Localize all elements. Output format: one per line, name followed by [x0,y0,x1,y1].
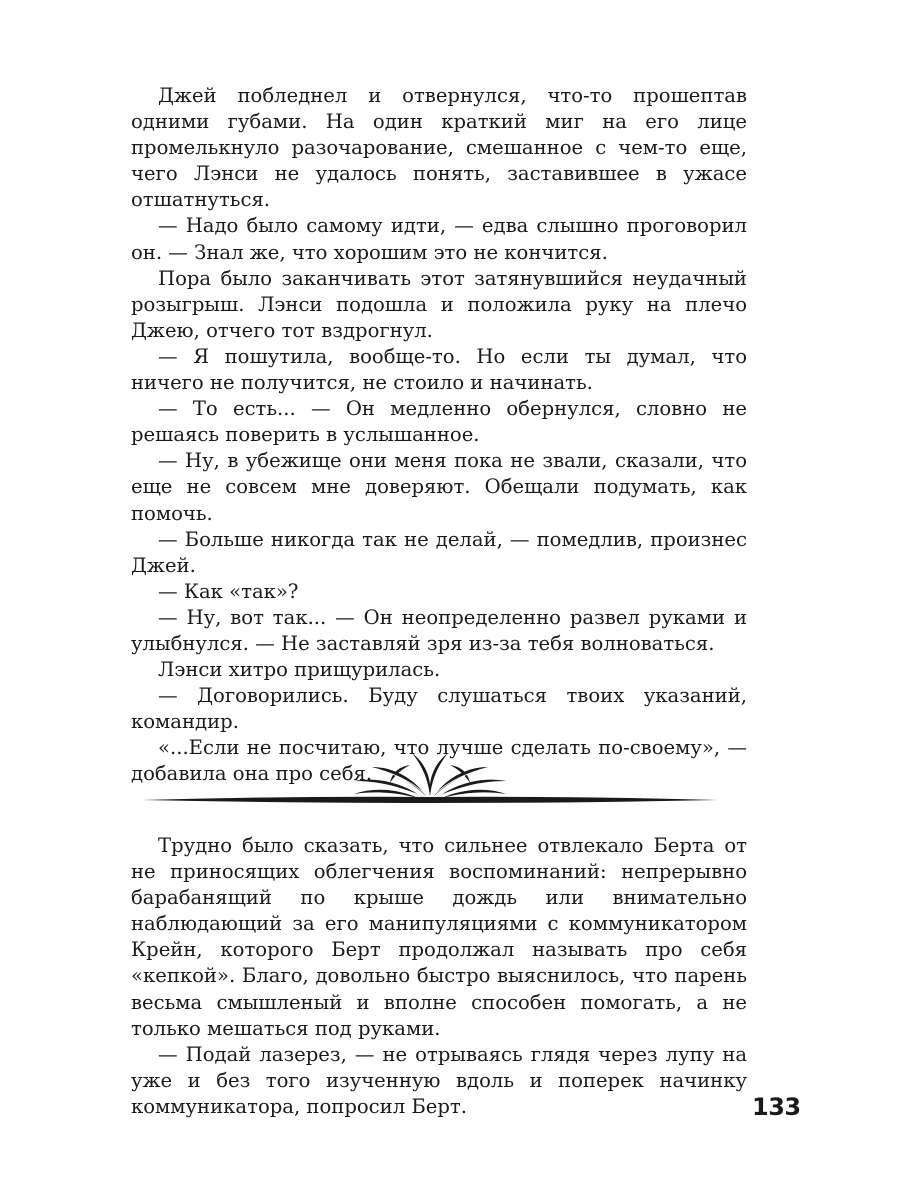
paragraph: — Договорились. Буду слушаться твоих указаний, командир. [131,684,747,734]
paragraph: — Я пошутила, вообще-то. Но если ты думал, что ничего не получится, не стоило и начинать. [131,344,747,395]
paragraph: — Ну, вот так... — Он неопределенно развел руками и улыбнулся. — Не заставляй зря из-за тебя волноваться. [131,605,747,655]
paragraph: «...Если не посчитаю, что лучше сделать по-своему», — добавила она про себя. [131,736,747,786]
section-2-text [131,833,747,1120]
section-divider-leaves-icon [140,745,720,815]
paragraph: — Подай лазерез, — не отрываясь глядя через лупу на уже и без того изученную вдоль и поперек начинку коммуникатора, попросил Берт. [131,1042,747,1118]
paragraph: Трудно было сказать, что сильнее отвлекало Берта от не приносящих облегчения воспоминаний: непрерывно барабанящий по крыше дождь или внимательно наблюдающий за его манипуляциями с коммуникатором Крейн, которого Берт продолжал называть про себя «кепкой». Благо, довольно быстро выяснилось, что парень весьма смышленый и вполне способен помогать, а не только мешаться под руками. [131,834,747,1040]
paragraph: Джей побледнел и отвернулся, что-то прошептав одними губами. На один краткий миг на его лице промелькнуло разочарование, смешанное с чем-то еще, чего Лэнси не удалось понять, заставившее в ужасе отшатнуться. [131,84,747,212]
paragraph: Лэнси хитро прищурилась. [158,658,441,682]
paragraph: — Как «так»? [158,579,299,603]
paragraph: Пора было заканчивать этот затянувшийся неудачный розыгрыш. Лэнси подошла и положила руку на плечо Джею, отчего тот вздрогнул. [131,266,747,342]
page-number: 133 [752,1093,801,1121]
paragraph: — Надо было самому идти, — едва слышно проговорил он. — Знал же, что хорошим это не кончится. [131,214,747,264]
paragraph: — Больше никогда так не делай, — помедлив, произнес Джей. [131,527,747,577]
section-1-text [131,83,747,788]
paragraph: — То есть... — Он медленно обернулся, словно не решаясь поверить в услышанное. [131,397,747,447]
paragraph: — Ну, в убежище они меня пока не звали, сказали, что еще не совсем мне доверяют. Обещали подумать, как помочь. [131,449,747,525]
